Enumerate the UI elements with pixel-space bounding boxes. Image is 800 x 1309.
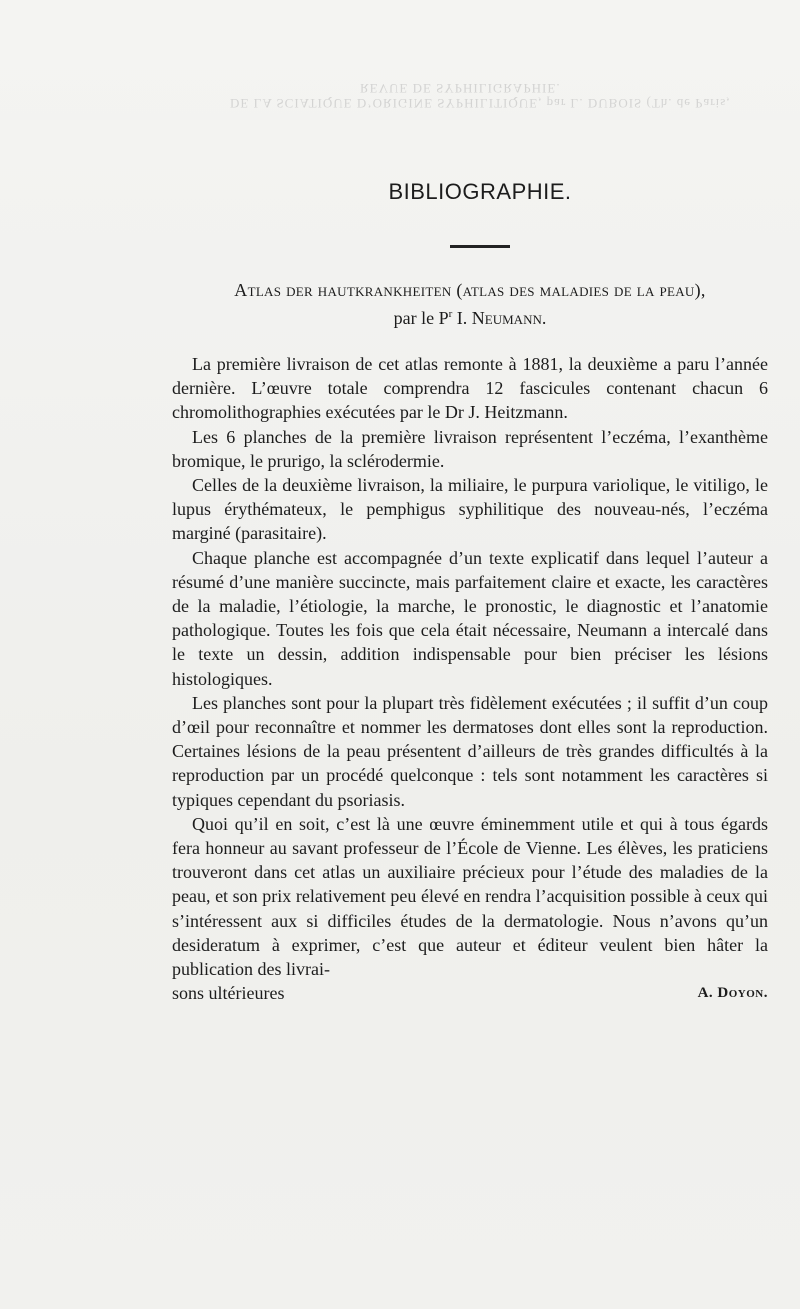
paragraph-5: Les planches sont pour la plupart très fidèlement exécutées ; il suffit d’un coup d’œil pour reconnaître et nommer les dermatoses dont elles sont la reproduction. Certaines lésions de la peau présentent d’ailleurs de très grandes difficultés à la reproduction par un procédé quelconque : tels sont notamment les caractères si typiques cependant du psoriasis.	[172, 692, 768, 810]
byline-prefix: par le P	[393, 308, 449, 328]
article-byline	[172, 302, 768, 330]
byline-sup: r	[448, 308, 453, 320]
paragraph-1: La première livraison de cet atlas remonte à 1881, la deuxième a paru l’année dernière. L’œuvre totale comprendra 12 fascicules contenant chacun 6 chromolithographies exécutées par le Dr J. Heitzmann.	[172, 354, 768, 423]
page-title: BIBLIOGRAPHIE.	[388, 179, 572, 204]
signature: A. Doyon.	[697, 985, 768, 1002]
title-rule	[450, 245, 510, 248]
show-through-text-1: REVUE DE SYPHILIGRAPHIE.	[360, 81, 561, 96]
byline-author: I. Neumann.	[456, 308, 547, 328]
closing-line	[172, 981, 768, 1005]
closing-text: sons ultérieures	[172, 983, 285, 1004]
article-heading	[172, 278, 768, 302]
paragraph-2: Les 6 planches de la première livraison représentent l’eczéma, l’exanthème bromique, le prurigo, la sclérodermie.	[172, 426, 768, 471]
article-body	[172, 352, 768, 1005]
article-heading-text: Atlas der hautkrankheiten (atlas des maladies de la peau),	[234, 280, 706, 300]
show-through-text-2: DE LA SCIATIQUE D’ORIGINE SYPHILITIQUE, par L. DUBOIS (Th. de Paris,	[230, 96, 731, 111]
paragraph-6: Quoi qu’il en soit, c’est là une œuvre éminemment utile et qui à tous égards fera honneur au savant professeur de l’École de Vienne. Les élèves, les praticiens trouveront dans cet atlas un auxiliaire précieux pour l’étude des maladies de la peau, et son prix relativement peu élevé en rendra l’acquisition possible à ceux qui s’intéressent aux si difficiles études de la dermatologie. Nous n’avons qu’un desideratum à exprimer, c’est que auteur et éditeur veulent bien hâter la publication des livrai-	[172, 813, 768, 980]
paragraph-4: Chaque planche est accompagnée d’un texte explicatif dans lequel l’auteur a résumé d’une manière succincte, mais parfaitement claire et exacte, les caractères de la maladie, l’étiologie, la marche, le pronostic, le diagnostic et l’anatomie pathologique. Toutes les fois que cela était nécessaire, Neumann a intercalé dans le texte un dessin, addition indispensable pour bien préciser les lésions histologiques.	[172, 547, 768, 689]
paragraph-3: Celles de la deuxième livraison, la miliaire, le purpura variolique, le vitiligo, le lupus érythémateux, le pemphigus syphilitique des nouveau-nés, l’eczéma marginé (parasitaire).	[172, 475, 768, 544]
text-block	[172, 175, 768, 1005]
